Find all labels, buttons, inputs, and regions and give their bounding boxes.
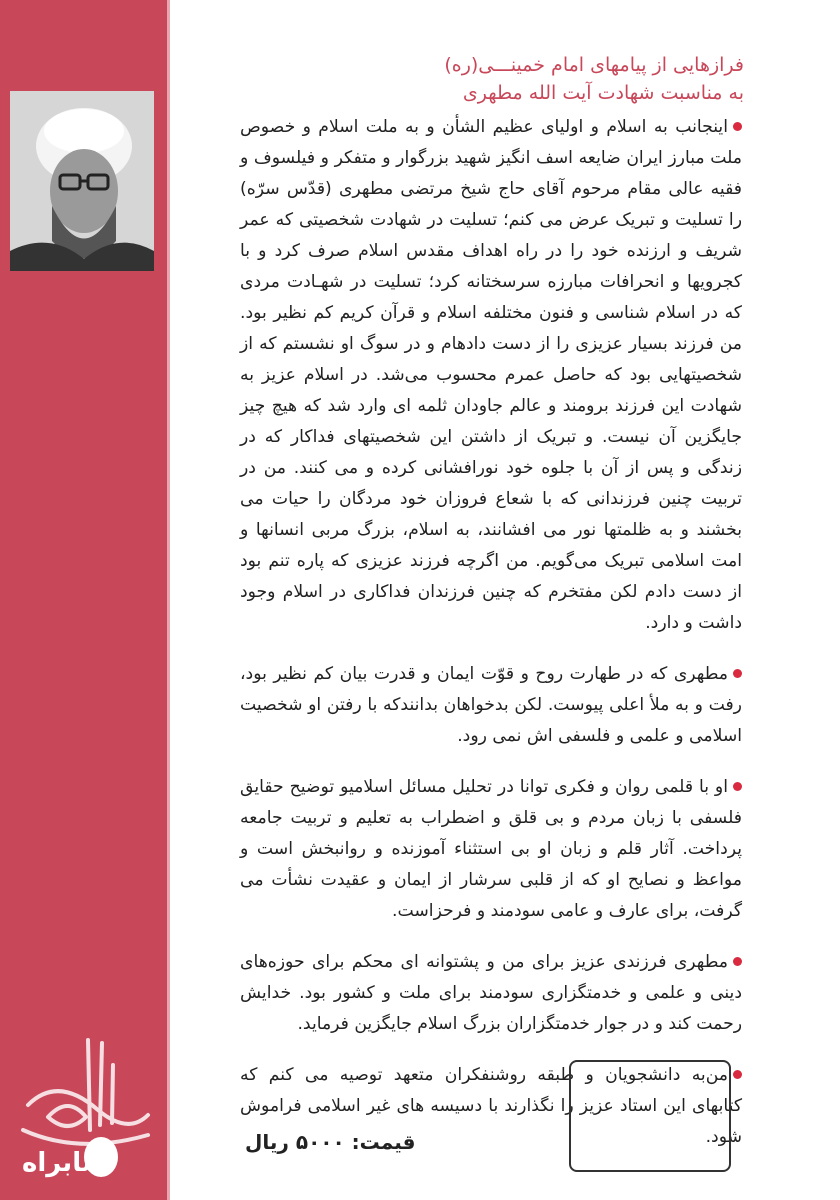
paragraph-text: اینجانب به اسلام و اولیای عظیم الشأن و به ملت اسلام و خصوص ملت مبارز ایران ضایعه اسف انگیز شهید بزرگوار و متفکر و فیلسوف و فقیه عالی مقام مرحوم آقای حاج شیخ مرتضی مطهری (قدّس سرّه) را تسلیت و تبریک عرض می کنم؛ تسلیت در شهادت شخصیتی که عمر شریف و ارزنده خود را در راه اهداف مقدس اسلام صرف کرد و با کجرویها و انحرافات مبارزه سرسختانه کرد؛ تسلیت در شهـادت مردی که در اسلام شناسی و فنون مختلفه اسلام و قرآن کریم کم نظیر بود. من فرزند بسیار عزیزی را از دست دادهام و در سوگ او نشستم که از شخصیتهایی بود که حاصل عمرم محسوب می‌شد. در اسلام عزیز به شهادت این فرزند برومند و عالم جاودان ثلمه ای وارد شد که هیچ چیز جایگزین آن نیست. و تبریک از داشتن این شخصیتهای فداکار که در زندگی و پس از آن با جلوه خود نورافشانی کرده و می کنند. من در تربیت چنین فرزندانی که با شعاع فروزان خود مردگان را حیات می بخشند و به ظلمتها نور می افشانند، به اسلام، بزرگ مربی انسانها و امت اسلامی تبریک می‌گویم. من اگرچه فرزند عزیزی که پاره تنم بود از دست دادم لکن مفتخرم که چنین فرزندان فداکاری در اسلام وجود داشت و دارد.	[240, 117, 742, 633]
sidebar-divider	[167, 0, 170, 1200]
page-header	[184, 51, 744, 107]
bullet-dot-icon	[733, 782, 742, 791]
bullet-dot-icon	[733, 957, 742, 966]
bullet-dot-icon	[733, 669, 742, 678]
paragraph-text: مطهری که در طهارت روح و قوّت ایمان و قدرت بیان کم نظیر بود، رفت و به ملأ اعلی پیوست. لکن بدخواهان بدانندکه با رفتن او شخصیت اسلامی و علمی و فلسفی اش نمی رود.	[240, 664, 742, 746]
calligraphy-emblem-icon	[8, 1035, 158, 1155]
main-text	[240, 112, 742, 1173]
bullet-dot-icon	[733, 122, 742, 131]
paragraph	[240, 112, 742, 639]
bullet-dot-icon	[733, 1070, 742, 1079]
paragraph	[240, 659, 742, 752]
price-label: قیمت: ۵۰۰۰ ریال	[245, 1130, 416, 1154]
logo-text: کتابراه	[22, 1148, 108, 1178]
portrait-photo	[10, 91, 154, 271]
paragraph-text: او با قلمی روان و فکری توانا در تحلیل مسائل اسلامیو توضیح حقایق فلسفی با زبان مردم و بی قلق و اضطراب به تعلیم و تربیت جامعه پرداخت. آثار قلم و زبان او بی استثناء آموزنده و روانبخش است و مواعظ و نصایح او که از قلبی سرشار از ایمان و عقیدت نشأت می گرفت، برای عارف و عامی سودمند و فرحزاست.	[240, 777, 742, 921]
paragraph-text: من‌به دانشجویان و طبقه روشنفکران متعهد توصیه می کنم که کتابهای این استاد عزیز را نگذارند با دسیسه های غیر اسلامی فراموش شود.	[240, 1065, 742, 1147]
barcode-box	[569, 1060, 731, 1172]
paragraph-text: مطهری فرزندی عزیز برای من و پشتوانه ای محکم برای حوزه‌های دینی و علمی و خدمتگزاری سودمند برای ملت و کشور بود. خدایش رحمت کند و در جوار خدمتگزاران بزرگ اسلام جایگزین فرماید.	[240, 952, 742, 1034]
paragraph	[240, 947, 742, 1040]
header-subtitle: به مناسبت شهادت آیت الله مطهری	[462, 82, 744, 104]
header-title: فرازهایی از پیامهای امام خمینـــی(ره)	[444, 54, 744, 76]
paragraph	[240, 772, 742, 927]
